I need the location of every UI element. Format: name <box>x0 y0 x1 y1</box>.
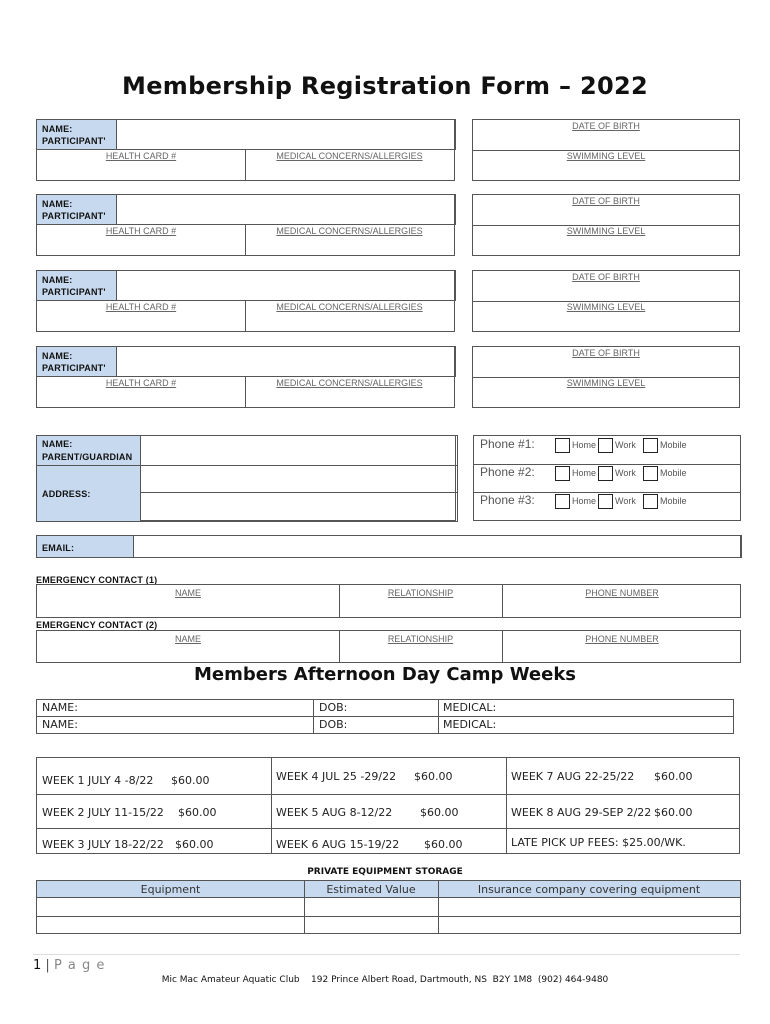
ec1-phone-header: PHONE NUMBER <box>585 588 659 598</box>
participant-2-swimming: SWIMMING LEVEL <box>566 226 646 236</box>
emergency-contact-2-label: EMERGENCY CONTACT (2) <box>36 620 158 630</box>
emergency-contact-2-box <box>36 630 741 663</box>
participant-3-swimming: SWIMMING LEVEL <box>566 302 646 312</box>
page-title: Membership Registration Form – 2022 <box>122 72 648 100</box>
participant-1-dob: DATE OF BIRTH <box>572 121 640 131</box>
participant-2-name-label: NAME: <box>42 199 73 209</box>
participant-4-role-label: PARTICIPANT' <box>42 363 106 373</box>
participant-1-box <box>36 119 455 181</box>
participant-2-box <box>36 194 455 256</box>
phone-3-home-label: Home <box>572 496 597 506</box>
week-5-price: $60.00 <box>420 806 459 819</box>
ec2-name-header: NAME <box>174 634 201 644</box>
phone-1-work-label: Work <box>615 440 636 450</box>
page-number: 1 | P a g e <box>33 958 106 973</box>
storage-header-insurance: Insurance company covering equipment <box>477 883 701 896</box>
page-word: P a g e <box>53 958 106 973</box>
participant-2-medical: MEDICAL CONCERNS/ALLERGIES <box>276 226 423 236</box>
ec1-relationship-header: RELATIONSHIP <box>387 588 454 598</box>
participant-3-medical: MEDICAL CONCERNS/ALLERGIES <box>276 302 423 312</box>
ec1-name-header: NAME <box>174 588 201 598</box>
storage-table <box>36 880 741 934</box>
camp-name-label-1: NAME: <box>42 701 78 714</box>
phone-3-home-checkbox[interactable] <box>555 494 570 509</box>
parent-role-label: PARENT/GUARDIAN <box>42 452 133 462</box>
address-field-line1[interactable] <box>140 465 458 493</box>
phone-2-mobile-label: Mobile <box>660 468 687 478</box>
phone-1-work-checkbox[interactable] <box>598 438 613 453</box>
phone-2-home-checkbox[interactable] <box>555 466 570 481</box>
phone-2-work-label: Work <box>615 468 636 478</box>
participant-3-health-card: HEALTH CARD # <box>105 302 177 312</box>
participant-1-health-card: HEALTH CARD # <box>105 151 177 161</box>
footer-divider <box>33 954 740 955</box>
camp-medical-label-2: MEDICAL: <box>443 718 497 731</box>
participant-2-health-card: HEALTH CARD # <box>105 226 177 236</box>
participant-4-name-label: NAME: <box>42 351 73 361</box>
ec2-phone-header: PHONE NUMBER <box>585 634 659 644</box>
emergency-contact-1-label: EMERGENCY CONTACT (1) <box>36 575 158 585</box>
participant-3-side-box <box>472 270 740 332</box>
participant-4-health-card: HEALTH CARD # <box>105 378 177 388</box>
phone-1-home-checkbox[interactable] <box>555 438 570 453</box>
participant-4-side-box <box>472 346 740 408</box>
email-field[interactable] <box>133 535 742 558</box>
phone-3-work-checkbox[interactable] <box>598 494 613 509</box>
camp-medical-label-1: MEDICAL: <box>443 701 497 714</box>
participant-4-name-field[interactable] <box>116 346 456 377</box>
phone-2-work-checkbox[interactable] <box>598 466 613 481</box>
camp-participant-table <box>36 699 734 734</box>
participant-4-dob: DATE OF BIRTH <box>572 348 640 358</box>
phone-3-work-label: Work <box>615 496 636 506</box>
storage-header-value: Estimated Value <box>326 883 416 896</box>
week-6-price: $60.00 <box>424 838 463 851</box>
camp-dob-label-1: DOB: <box>319 701 348 714</box>
week-4-label: WEEK 4 JUL 25 -29/22 <box>276 770 397 783</box>
parent-name-label: NAME: <box>42 439 73 449</box>
participant-4-box <box>36 346 455 408</box>
storage-title: PRIVATE EQUIPMENT STORAGE <box>307 867 463 877</box>
participant-1-medical: MEDICAL CONCERNS/ALLERGIES <box>276 151 423 161</box>
participant-3-dob: DATE OF BIRTH <box>572 272 640 282</box>
week-6-label: WEEK 6 AUG 15-19/22 <box>276 838 400 851</box>
participant-2-dob: DATE OF BIRTH <box>572 196 640 206</box>
camp-name-label-2: NAME: <box>42 718 78 731</box>
participant-3-role-label: PARTICIPANT' <box>42 287 106 297</box>
phone-3-mobile-checkbox[interactable] <box>643 494 658 509</box>
camp-dob-label-2: DOB: <box>319 718 348 731</box>
week-4-price: $60.00 <box>414 770 453 783</box>
storage-header-equipment: Equipment <box>140 883 201 896</box>
week-8-price: $60.00 <box>654 806 693 819</box>
week-5-label: WEEK 5 AUG 8-12/22 <box>276 806 393 819</box>
footer-address: Mic Mac Amateur Aquatic Club 192 Prince Albert Road, Dartmouth, NS B2Y 1M8 (902) 464-9480 <box>161 975 609 985</box>
week-2-label: WEEK 2 JULY 11-15/22 <box>42 806 164 819</box>
phone-2-mobile-checkbox[interactable] <box>643 466 658 481</box>
week-3-label: WEEK 3 JULY 18-22/22 <box>42 838 164 851</box>
participant-1-name-label: NAME: <box>42 124 73 134</box>
phone-3-mobile-label: Mobile <box>660 496 687 506</box>
ec2-relationship-header: RELATIONSHIP <box>387 634 454 644</box>
late-pickup-fee: LATE PICK UP FEES: $25.00/WK. <box>511 836 686 849</box>
participant-4-swimming: SWIMMING LEVEL <box>566 378 646 388</box>
email-label: EMAIL: <box>42 543 75 553</box>
participant-1-name-field[interactable] <box>116 119 456 150</box>
week-1-price: $60.00 <box>171 774 210 787</box>
participant-2-name-field[interactable] <box>116 194 456 225</box>
phone-3-label: Phone #3: <box>480 493 535 507</box>
parent-info-box <box>36 435 456 521</box>
address-label: ADDRESS: <box>42 489 91 499</box>
week-3-price: $60.00 <box>175 838 214 851</box>
page-number-value: 1 <box>33 958 42 973</box>
participant-3-name-label: NAME: <box>42 275 73 285</box>
participant-2-side-box <box>472 194 740 256</box>
participant-1-role-label: PARTICIPANT' <box>42 136 106 146</box>
phone-1-label: Phone #1: <box>480 437 535 451</box>
camp-title: Members Afternoon Day Camp Weeks <box>193 664 577 685</box>
phone-1-mobile-checkbox[interactable] <box>643 438 658 453</box>
phone-1-home-label: Home <box>572 440 597 450</box>
phone-1-mobile-label: Mobile <box>660 440 687 450</box>
address-field-line2[interactable] <box>140 492 458 522</box>
participant-4-medical: MEDICAL CONCERNS/ALLERGIES <box>276 378 423 388</box>
participant-3-name-field[interactable] <box>116 270 456 301</box>
emergency-contact-1-box <box>36 584 741 618</box>
phone-2-home-label: Home <box>572 468 597 478</box>
week-2-price: $60.00 <box>178 806 217 819</box>
week-1-label: WEEK 1 JULY 4 -8/22 <box>42 774 154 787</box>
participant-2-role-label: PARTICIPANT' <box>42 211 106 221</box>
participant-3-box <box>36 270 455 332</box>
participant-1-swimming: SWIMMING LEVEL <box>566 151 646 161</box>
parent-name-field[interactable] <box>140 435 458 466</box>
phone-2-label: Phone #2: <box>480 465 535 479</box>
participant-1-side-box <box>472 119 740 181</box>
week-8-label: WEEK 8 AUG 29-SEP 2/22 <box>511 806 652 819</box>
week-7-label: WEEK 7 AUG 22-25/22 <box>511 770 635 783</box>
email-box <box>36 535 741 558</box>
week-7-price: $60.00 <box>654 770 693 783</box>
